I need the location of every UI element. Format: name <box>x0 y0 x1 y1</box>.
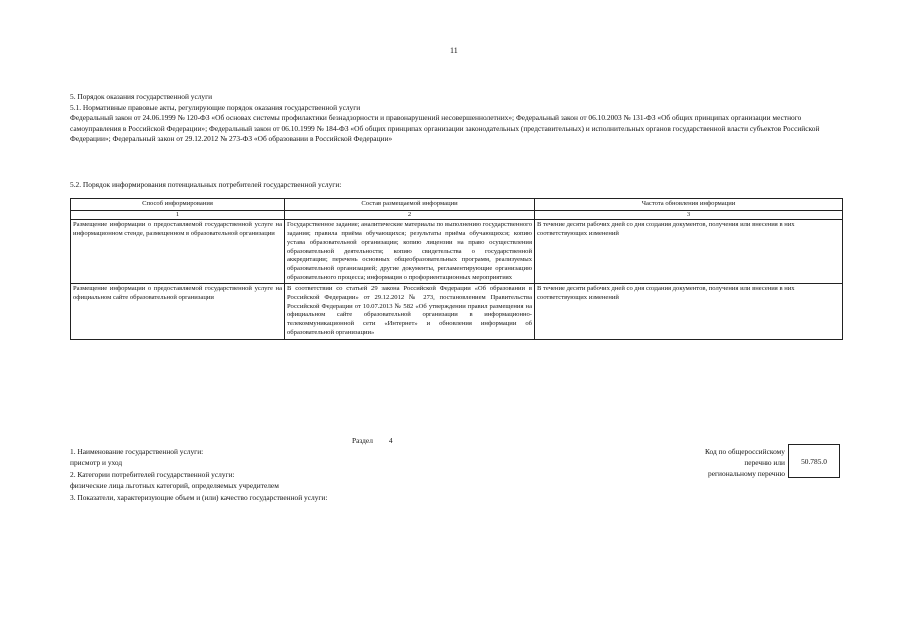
cell-method: Размещение информации о предоставляемой государственной услуге на информационном стенде, размещенном в образовательной организации <box>71 220 285 284</box>
section-label: Раздел <box>352 436 373 445</box>
column-number: 1 <box>71 210 285 220</box>
section-4-details <box>70 446 630 503</box>
table-row <box>71 284 843 339</box>
section-5-1-title: 5.1. Нормативные правовые акты, регулирующие порядок оказания государственной услуги <box>70 102 361 112</box>
registry-code-label-line: перечню или <box>744 458 785 467</box>
cell-frequency: В течение десяти рабочих дней со дня создания документов, получения или внесения в них соответствующих изменений <box>535 284 843 339</box>
table-row <box>71 220 843 284</box>
section-5-title: 5. Порядок оказания государственной услуги <box>70 92 213 101</box>
registry-code-box <box>788 444 840 478</box>
registry-code-label-line: Код по общероссийскому <box>704 447 785 456</box>
section-5 <box>70 92 840 145</box>
column-header-frequency: Частота обновления информации <box>535 199 843 211</box>
cell-content: Государственное задание; аналитические материалы по выполнению государственного задания; правила приёма обучающихся; результаты приёма обучающихся; копию устава образовательной организации; копию лицензии на право осуществления образовательной деятельности; копию свидетельства о государственной аккредитации; перечень основных общеобразовательных программ, реализуемых образовательной организацией; другие документы, регламентирующие организацию образовательного процесса; информация о профориентационных мероприятиях <box>285 220 535 284</box>
section-5-2-title: 5.2. Порядок информирования потенциальных потребителей государственной услуги: <box>70 180 342 189</box>
indicators-label: 3. Показатели, характеризующие объем и (или) качество государственной услуги: <box>70 492 328 502</box>
cell-content: В соответствии со статьей 29 закона Российской Федерации «Об образовании в Российской Федерации» от 29.12.2012 № 273, постановлением Правительства Российской Федерации от 10.07.2013 № 582 «Об утверждении правил размещения на официальном сайте образовательной организации в информационно-телекоммуникационной сети «Интернет» и обновления информации об образовательной организации» <box>285 284 535 339</box>
consumer-category-value: физические лица льготных категорий, определяемых учредителем <box>70 481 279 491</box>
column-number: 3 <box>535 210 843 220</box>
cell-frequency: В течение десяти рабочих дней со дня создания документов, получения или внесения в них соответствующих изменений <box>535 220 843 284</box>
information-table <box>70 198 843 340</box>
registry-code-value: 50.785.0 <box>801 456 827 466</box>
section-heading <box>352 436 393 445</box>
registry-code-label <box>640 446 785 479</box>
page-number: 11 <box>450 46 458 55</box>
cell-method: Размещение информации о предоставляемой государственной услуге на официальном сайте образовательной организации <box>71 284 285 339</box>
column-number: 2 <box>285 210 535 220</box>
consumer-category-label: 2. Категории потребителей государственной услуги: <box>70 469 235 479</box>
section-number: 4 <box>388 436 393 445</box>
registry-code-label-line: региональному перечню <box>708 469 785 478</box>
table-number-row <box>71 210 843 220</box>
service-name-label: 1. Наименование государственной услуги: <box>70 447 204 456</box>
column-header-content: Состав размещаемой информации <box>285 199 535 211</box>
column-header-method: Способ информирования <box>71 199 285 211</box>
legal-acts-text: Федеральный закон от 24.06.1999 № 120-ФЗ «Об основах системы профилактики безнадзорности и правонарушений несовершеннолетних»; Федеральный закон от 06.10.2003 № 131-ФЗ «Об общих принципах организации местного самоуправления в Российской Федерации»; Федеральный закон от 06.10.1999 № 184-ФЗ «Об общих принципах организации законодательных (представительных) и исполнительных органов государственной власти субъектов Российской Федерации»; Федеральный закон от 29.12.2012 № 273-ФЗ «Об образовании в Российской Федерации» <box>70 113 820 144</box>
service-name-value: присмотр и уход <box>70 458 123 468</box>
table-header-row <box>71 199 843 211</box>
